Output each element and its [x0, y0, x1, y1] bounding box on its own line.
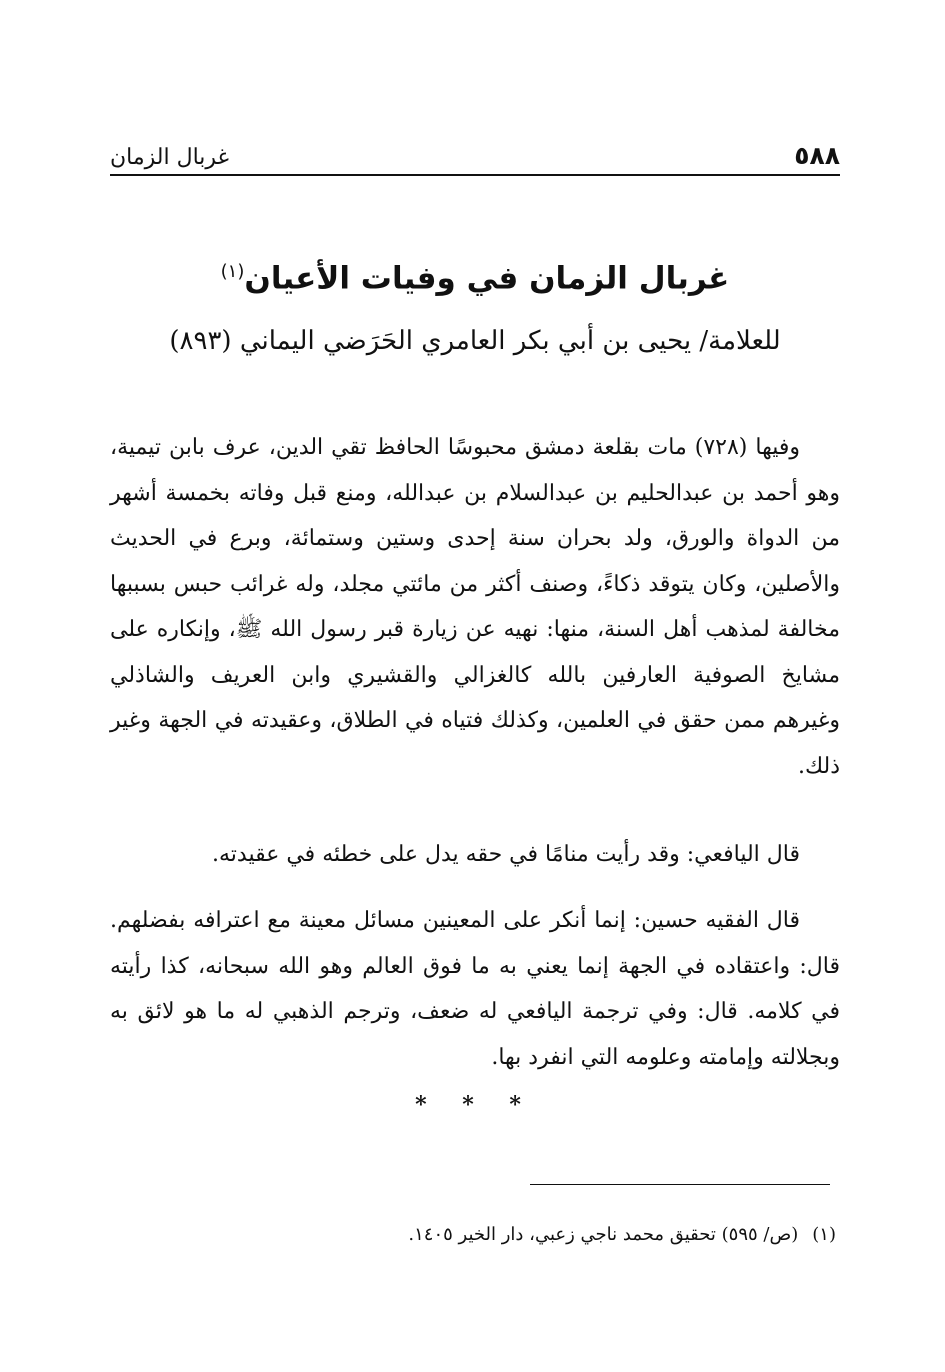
paragraph-2	[110, 832, 840, 878]
article-title-text: غربال الزمان في وفيات الأعيان	[244, 260, 730, 297]
author-line: للعلامة/ يحيى بن أبي بكر العامري الحَرَضي اليماني (٨٩٣)	[169, 326, 781, 356]
article-title	[110, 247, 840, 303]
page-number: ٥٨٨	[794, 141, 840, 170]
footnote-divider	[530, 1184, 830, 1185]
footnote-text: (ص/ ٥٩٥) تحقيق محمد ناجي زعبي، دار الخير ١٤٠٥.	[408, 1224, 799, 1245]
paragraph-3	[110, 898, 840, 1080]
paragraph-text: وفيها (٧٢٨) مات بقلعة دمشق محبوسًا الحافظ تقي الدين، عرف بابن تيمية، وهو أحمد بن عبدالحليم بن عبدالسلام بن عبدالله، ومنع قبل وفاته بخمسة أشهر من الدواة والورق، ولد بحران سنة إحدى وستين وستمائة، وبرع في الحديث والأصلين، وكان يتوقد ذكاءً، وصنف أكثر من مائتي مجلد، وله غرائب حبس بسببها مخالفة لمذهب أهل السنة، منها: نهيه عن زيارة قبر رسول الله ﷺ، وإنكاره على مشايخ الصوفية العارفين بالله كالغزالي والقشيري وابن العريف والشاذلي وغيرهم ممن حقق في العلمين، وكذلك فتياه في الطلاق، وعقيدته في الجهة وغير ذلك.	[110, 435, 840, 779]
running-head	[110, 136, 840, 176]
paragraph-text: قال اليافعي: وقد رأيت منامًا في حقه يدل على خطئه في عقيدته.	[212, 842, 800, 867]
paragraph-1	[110, 425, 840, 789]
footnote	[110, 1218, 836, 1252]
title-footnote-ref[interactable]: (١)	[220, 261, 245, 282]
section-separator: * * *	[415, 1092, 535, 1118]
paragraph-text: قال الفقيه حسين: إنما أنكر على المعينين مسائل معينة مع اعترافه بفضلهم. قال: واعتقاده في الجهة إنما يعني به ما فوق العالم وهو الله سبحانه، كذا رأيته في كلامه. قال: وفي ترجمة اليافعي له ضعف، وترجم الذهبي له ما هو لائق به وبجلالته وإمامته وعلومه التي انفرد بها.	[110, 908, 840, 1070]
footnote-marker: (١)	[812, 1224, 836, 1245]
running-title: غربال الزمان	[110, 145, 230, 170]
